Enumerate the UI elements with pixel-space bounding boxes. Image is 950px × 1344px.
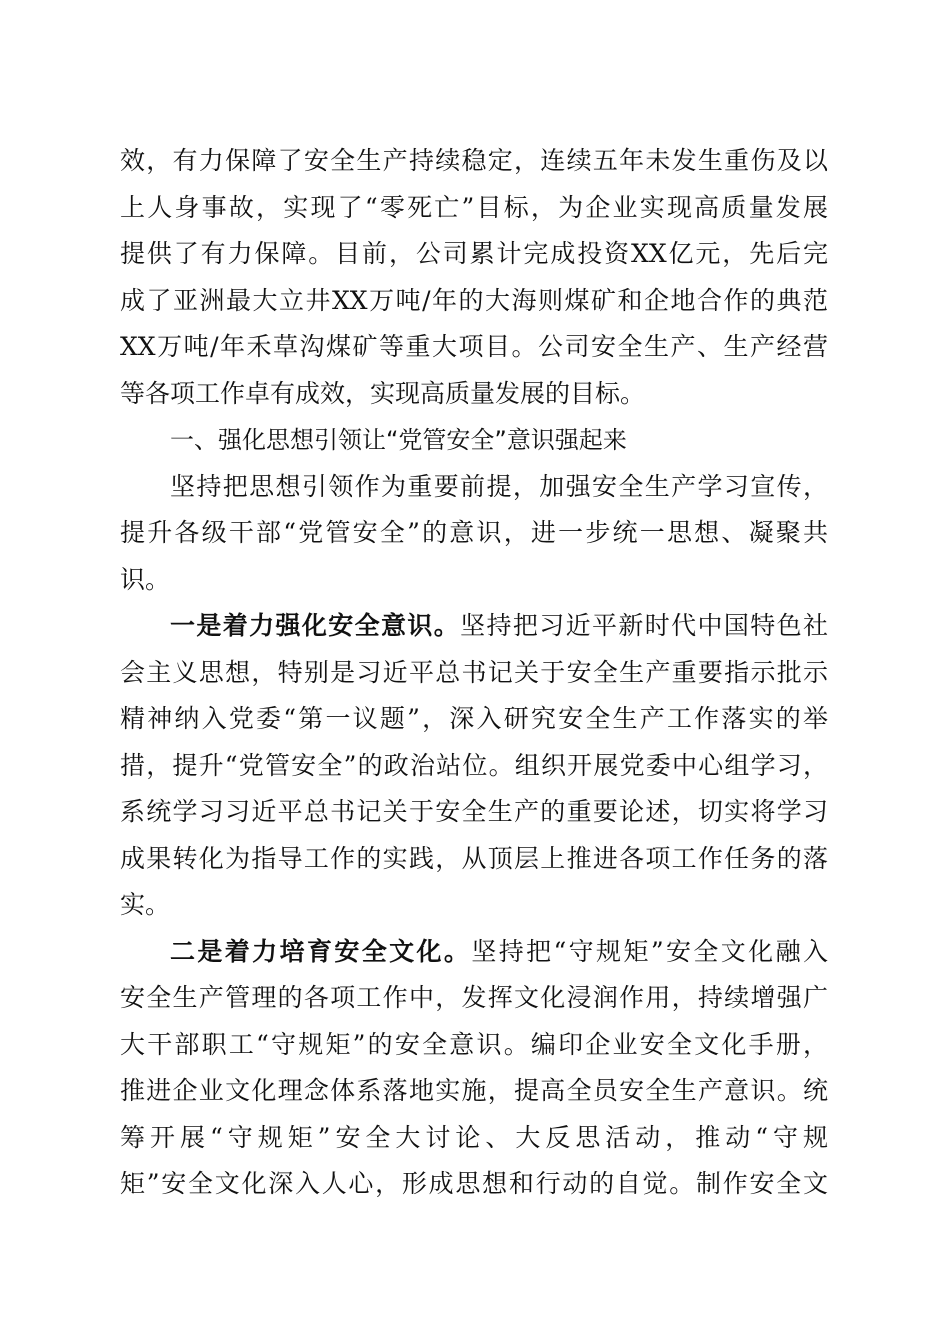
text-line: 识。 bbox=[120, 564, 171, 594]
item-two-lead: 二是着力培育安全文化。 bbox=[170, 936, 472, 966]
text-line: XX万吨/年禾草沟煤矿等重大项目。公司安全生产、生产经营 bbox=[120, 332, 828, 361]
text-line: 成果转化为指导工作的实践，从顶层上推进各项工作任务的落 bbox=[120, 843, 828, 873]
text-line: 会主义思想，特别是习近平总书记关于安全生产重要指示批示 bbox=[120, 657, 828, 687]
text-line: 坚持把思想引领作为重要前提，加强安全生产学习宣传， bbox=[170, 471, 828, 501]
text-line: 实。 bbox=[120, 890, 171, 919]
text-line: 等各项工作卓有成效，实现高质量发展的目标。 bbox=[120, 378, 646, 408]
text-line: 系统学习习近平总书记关于安全生产的重要论述，切实将学习 bbox=[120, 797, 828, 826]
text-line: 矩”安全文化深入人心，形成思想和行动的自觉。制作安全文 bbox=[120, 1169, 828, 1198]
text-line bbox=[120, 929, 828, 976]
text-line bbox=[120, 603, 828, 650]
text-line: 上人身事故，实现了“零死亡”目标，为企业实现高质量发展 bbox=[120, 192, 828, 222]
text-line: 大干部职工“守规矩”的安全意识。编印企业安全文化手册， bbox=[120, 1029, 828, 1059]
text-line: 提升各级干部“党管安全”的意识，进一步统一思想、凝聚共 bbox=[120, 518, 828, 547]
text-line: 推进企业文化理念体系落地实施，提高全员安全生产意识。统 bbox=[120, 1076, 828, 1105]
document-page bbox=[120, 138, 828, 1208]
text-line: 成了亚洲最大立井XX万吨/年的大海则煤矿和企地合作的典范 bbox=[120, 285, 828, 315]
text-line: 措，提升“党管安全”的政治站位。组织开展党委中心组学习， bbox=[120, 750, 828, 780]
item-one-first-line: 坚持把习近平新时代中国特色社 bbox=[460, 611, 828, 640]
intro-paragraph bbox=[120, 138, 828, 417]
item-one-paragraph bbox=[120, 603, 828, 929]
text-line: 效，有力保障了安全生产持续稳定，连续五年未发生重伤及以 bbox=[120, 146, 828, 175]
item-two-paragraph bbox=[120, 929, 828, 1208]
item-one-lead: 一是着力强化安全意识。 bbox=[170, 611, 461, 640]
item-two-first-line: 坚持把“守规矩”安全文化融入 bbox=[471, 936, 828, 966]
text-line: 提供了有力保障。目前，公司累计完成投资XX亿元，先后完 bbox=[120, 239, 828, 268]
text-line: 安全生产管理的各项工作中，发挥文化浸润作用，持续增强广 bbox=[120, 983, 828, 1012]
section-paragraph bbox=[120, 464, 828, 604]
section-heading: 一、强化思想引领让“党管安全”意识强起来 bbox=[170, 426, 627, 454]
text-line: 精神纳入党委“第一议题”，深入研究安全生产工作落实的举 bbox=[120, 704, 828, 733]
text-line: 筹开展“守规矩”安全大讨论、大反思活动，推动“守规 bbox=[120, 1122, 828, 1152]
